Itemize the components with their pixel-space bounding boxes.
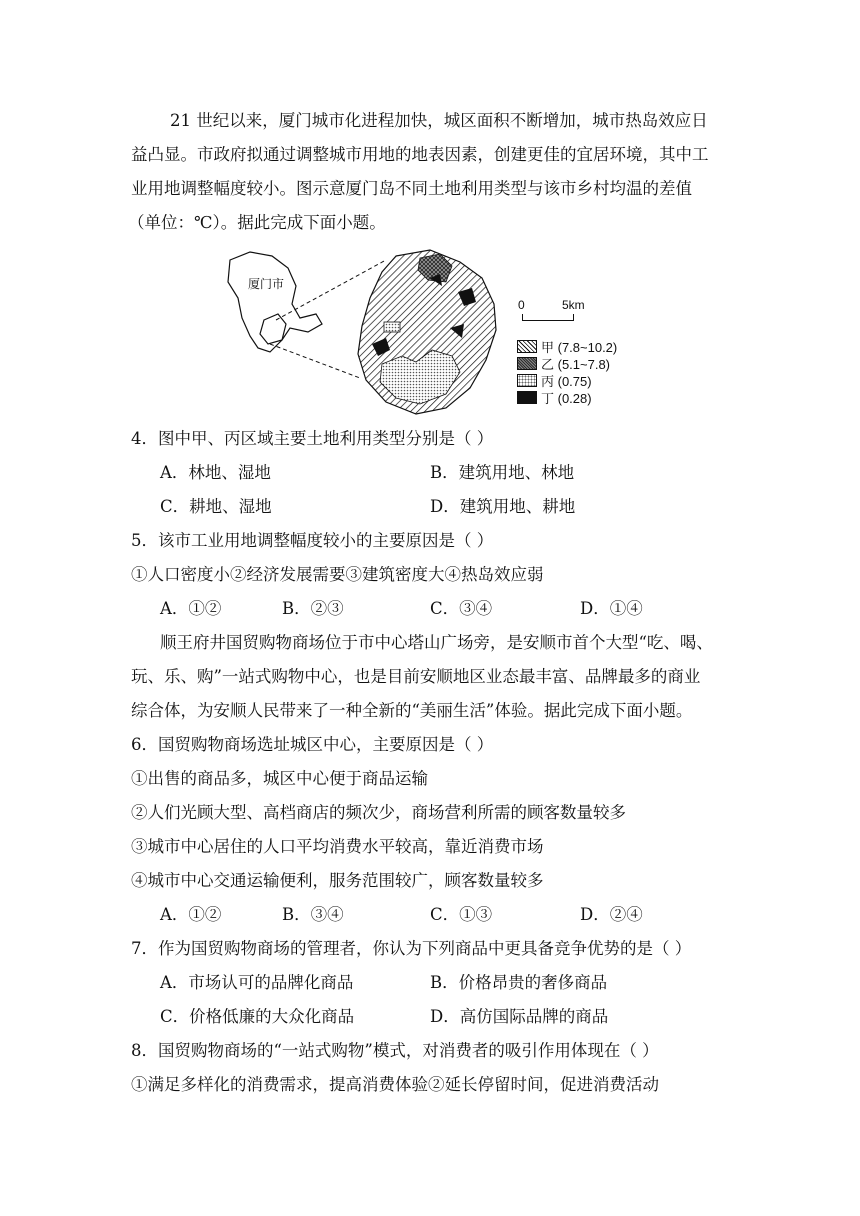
- q4-option-c[interactable]: C．耕地、湿地: [160, 497, 272, 516]
- q8-items: ①满足多样化的消费需求，提高消费体验②延长停留时间，促进消费活动: [131, 1075, 659, 1094]
- q7-option-c[interactable]: C．价格低廉的大众化商品: [160, 1007, 355, 1026]
- q5-items: ①人口密度小②经济发展需要③建筑密度大④热岛效应弱: [131, 565, 544, 584]
- q4-option-b[interactable]: B．建筑用地、林地: [430, 463, 575, 482]
- q5-option-a[interactable]: A．①②: [160, 599, 222, 618]
- passage1-line-3: 业用地调整幅度较小。图示意厦门岛不同土地利用类型与该市乡村均温的差值: [131, 179, 692, 198]
- q6-option-d[interactable]: D．②④: [580, 905, 643, 924]
- q6-option-b[interactable]: B．③④: [282, 905, 344, 924]
- passage1-line-1: 21 世纪以来，厦门城市化进程加快，城区面积不断增加，城市热岛效应日: [170, 111, 708, 130]
- q5-option-d[interactable]: D．①④: [580, 599, 643, 618]
- island-bing-small: [384, 322, 400, 332]
- q5-option-b[interactable]: B．②③: [282, 599, 344, 618]
- q7-stem: 7．作为国贸购物商场的管理者，你认为下列商品中更具备竞争优势的是（ ）: [131, 939, 692, 958]
- q4-option-a[interactable]: A．林地、湿地: [160, 463, 271, 482]
- q6-item-2: ②人们光顾大型、高档商店的频次少，商场营利所需的顾客数量较多: [131, 803, 626, 822]
- q6-option-a[interactable]: A．①②: [160, 905, 222, 924]
- q4-stem: 4．图中甲、丙区域主要土地利用类型分别是（ ）: [131, 429, 494, 448]
- solid-swatch-icon: [517, 391, 537, 404]
- q5-option-c[interactable]: C．③④: [430, 599, 493, 618]
- scale-end: 5km: [562, 298, 585, 312]
- passage1-line-2: 益凸显。市政府拟通过调整城市用地的地表因素，创建更佳的宜居环境，其中工: [131, 145, 709, 164]
- q6-item-1: ①出售的商品多，城区中心便于商品运输: [131, 769, 428, 788]
- city-label: 厦门市: [248, 277, 285, 291]
- q8-stem: 8．国贸购物商场的“一站式购物”模式，对消费者的吸引作用体现在（ ）: [131, 1041, 659, 1060]
- passage2-line-3: 综合体，为安顺人民带来了一种全新的“美丽生活”体验。据此完成下面小题。: [131, 701, 693, 720]
- q6-option-c[interactable]: C．①③: [430, 905, 493, 924]
- q7-option-b[interactable]: B．价格昂贵的奢侈商品: [430, 973, 608, 992]
- q7-option-a[interactable]: A．市场认可的品牌化商品: [160, 973, 354, 992]
- legend-item-jia: 甲 (7.8~10.2): [517, 340, 617, 355]
- dots-swatch-icon: [517, 374, 537, 387]
- q5-stem: 5．该市工业用地调整幅度较小的主要原因是（ ）: [131, 531, 494, 550]
- crosshatch-swatch-icon: [517, 357, 537, 370]
- q4-option-d[interactable]: D．建筑用地、耕地: [430, 497, 576, 516]
- legend-item-ding: 丁 (0.28): [517, 391, 592, 406]
- scale-bar: [522, 314, 574, 321]
- q7-option-d[interactable]: D．高仿国际品牌的商品: [430, 1007, 609, 1026]
- passage2-line-1: 顺王府井国贸购物商场位于市中心塔山广场旁，是安顺市首个大型“吃、喝、: [160, 633, 713, 652]
- scale-zero: 0: [518, 298, 525, 312]
- legend-item-yi: 乙 (5.1~7.8): [517, 357, 610, 372]
- q6-item-3: ③城市中心居住的人口平均消费水平较高，靠近消费市场: [131, 837, 544, 856]
- q6-stem: 6．国贸购物商场选址城区中心，主要原因是（ ）: [131, 735, 494, 754]
- q6-item-4: ④城市中心交通运输便利，服务范围较广，顾客数量较多: [131, 871, 544, 890]
- passage2-line-2: 玩、乐、购”一站式购物中心，也是目前安顺地区业态最丰富、品牌最多的商业: [131, 667, 701, 686]
- passage1-line-4: （单位：℃）。据此完成下面小题。: [128, 213, 386, 232]
- hatch-swatch-icon: [517, 340, 537, 353]
- legend-item-bing: 丙 (0.75): [517, 374, 592, 389]
